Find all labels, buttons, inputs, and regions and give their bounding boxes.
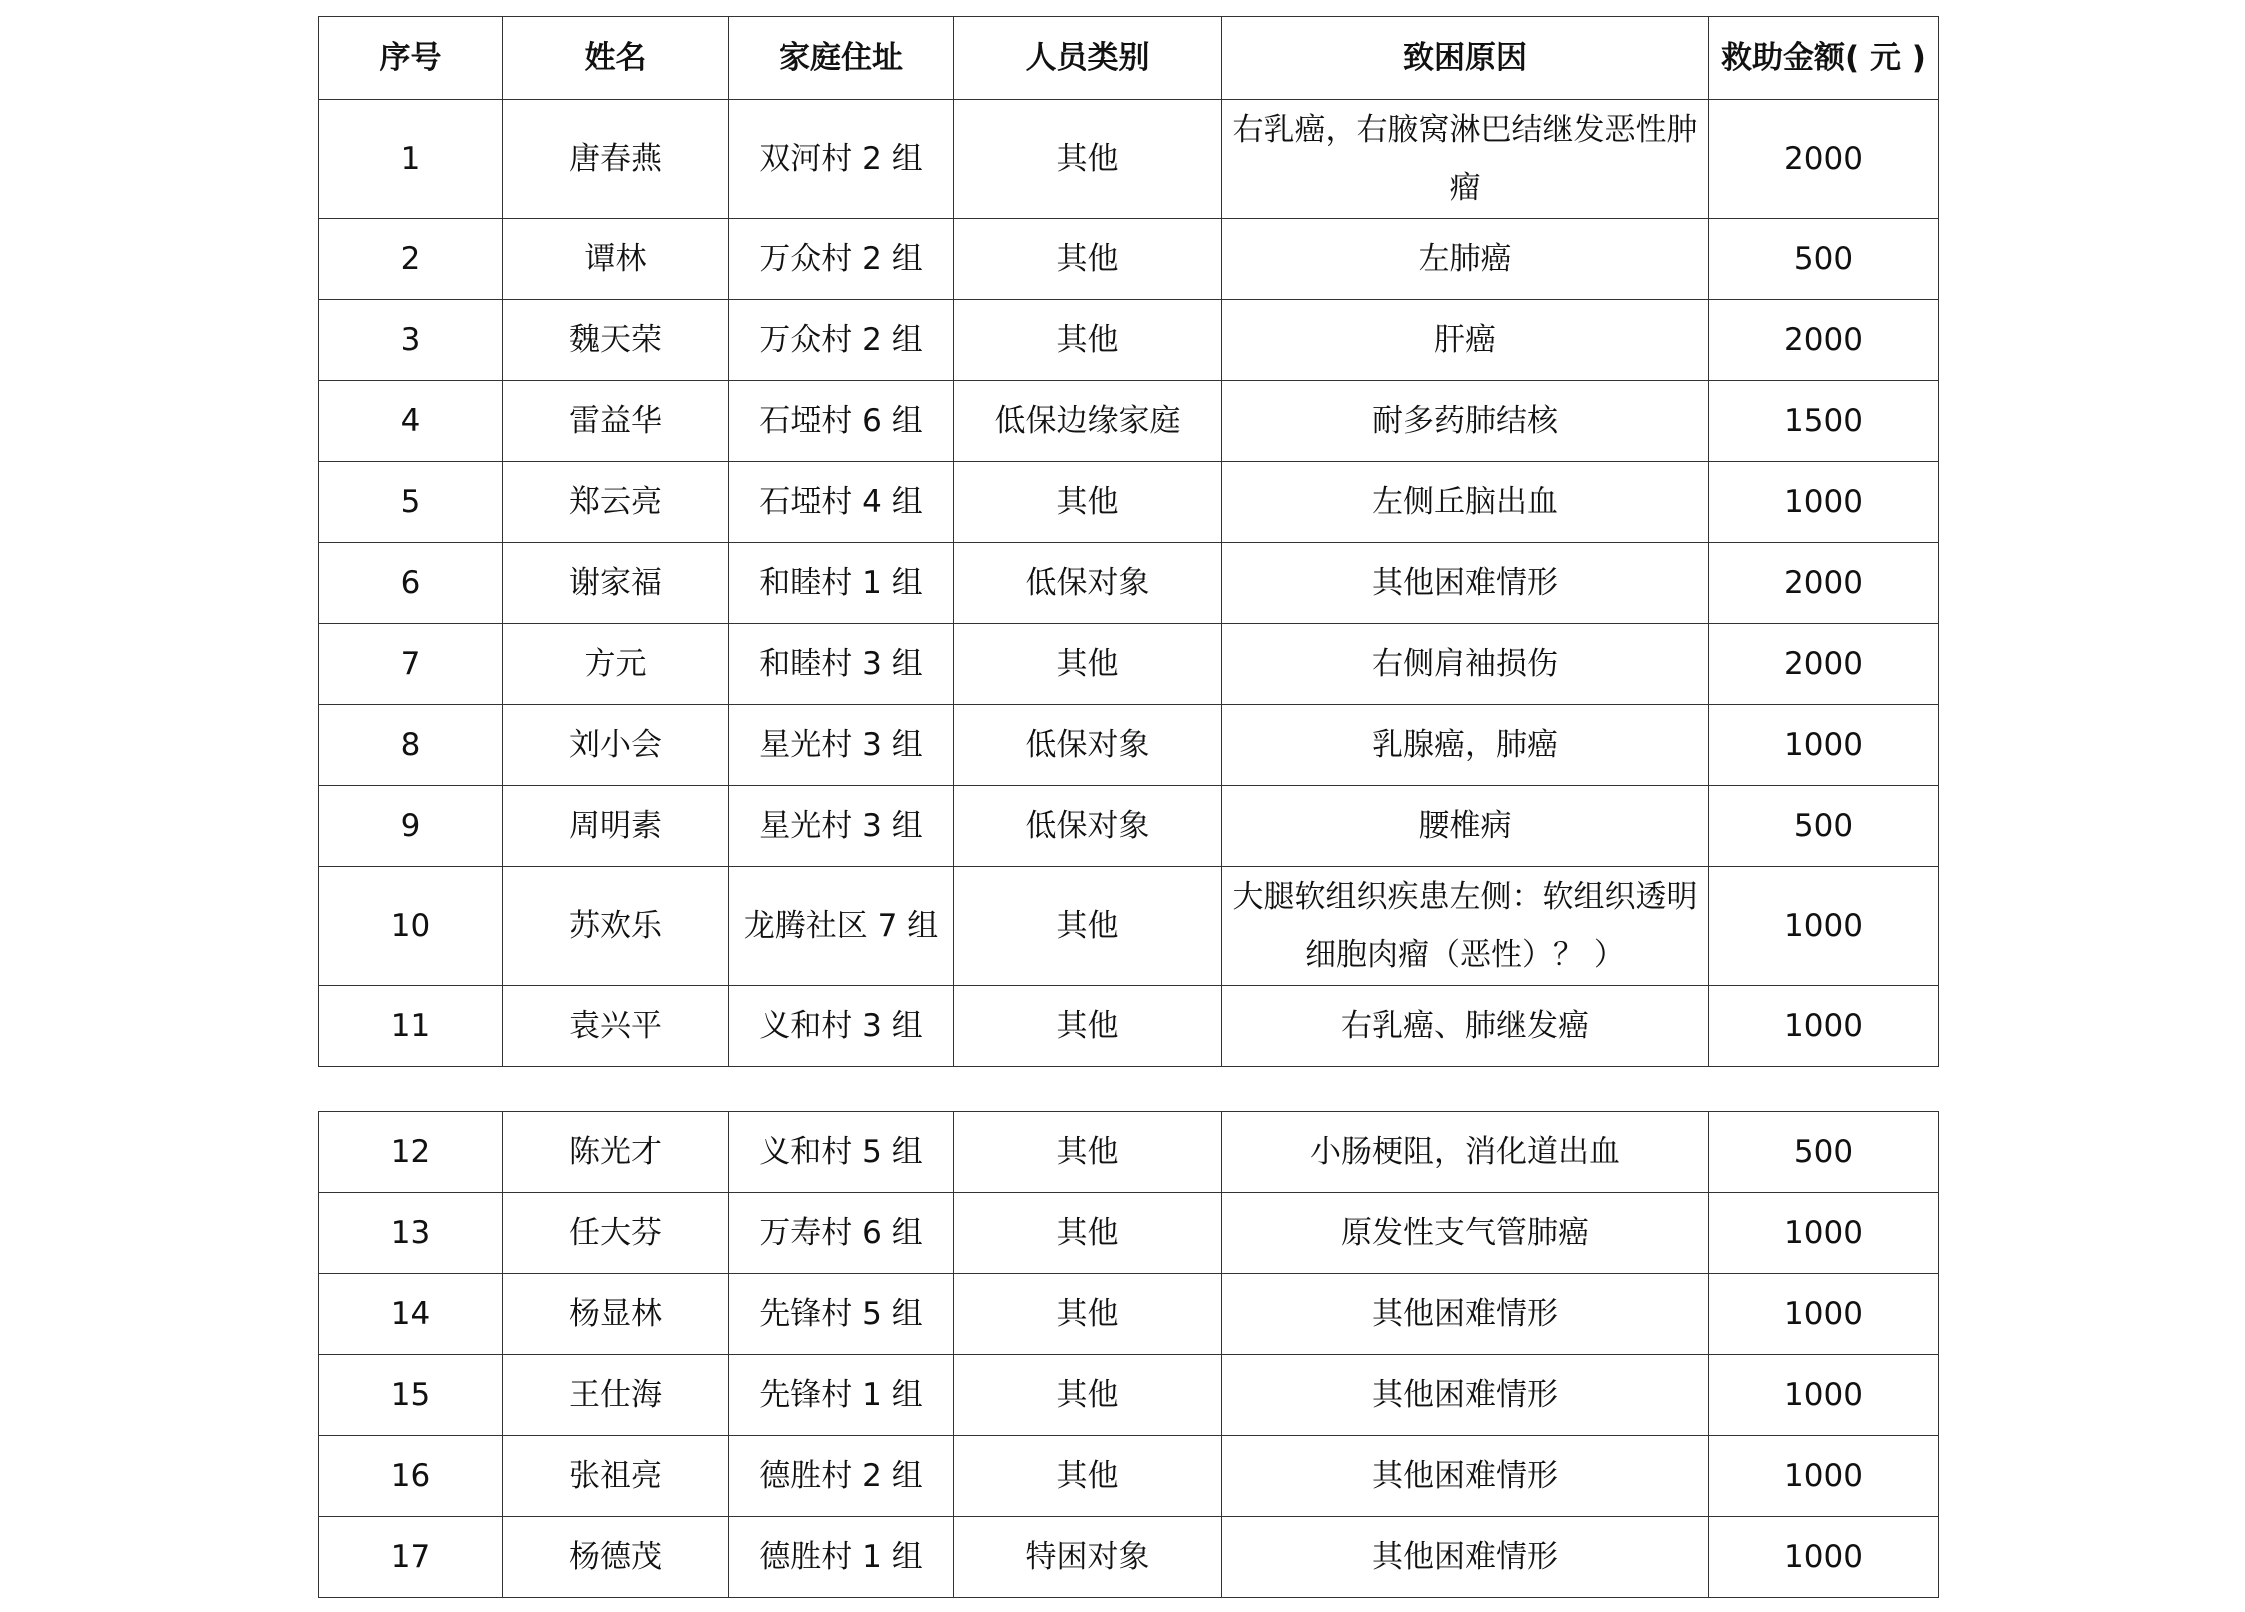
cell-address: 义和村 3 组 bbox=[729, 986, 954, 1067]
cell-cause: 左侧丘脑出血 bbox=[1222, 462, 1709, 543]
cell-category: 其他 bbox=[954, 986, 1222, 1067]
table-row bbox=[319, 1355, 1939, 1436]
cell-address: 星光村 3 组 bbox=[729, 705, 954, 786]
cell-amount: 1500 bbox=[1709, 381, 1939, 462]
table-row bbox=[319, 1193, 1939, 1274]
cell-name: 苏欢乐 bbox=[503, 867, 729, 986]
cell-cause: 其他困难情形 bbox=[1222, 543, 1709, 624]
table-row bbox=[319, 381, 1939, 462]
table-row bbox=[319, 1517, 1939, 1598]
cell-address: 万众村 2 组 bbox=[729, 300, 954, 381]
cell-amount: 500 bbox=[1709, 1112, 1939, 1193]
cell-amount: 1000 bbox=[1709, 1355, 1939, 1436]
cell-category: 低保对象 bbox=[954, 786, 1222, 867]
table-row bbox=[319, 624, 1939, 705]
cell-no: 12 bbox=[319, 1112, 503, 1193]
cell-cause: 小肠梗阻，消化道出血 bbox=[1222, 1112, 1709, 1193]
cell-amount: 500 bbox=[1709, 219, 1939, 300]
cell-cause: 腰椎病 bbox=[1222, 786, 1709, 867]
cell-name: 方元 bbox=[503, 624, 729, 705]
cell-name: 刘小会 bbox=[503, 705, 729, 786]
cell-cause: 其他困难情形 bbox=[1222, 1274, 1709, 1355]
cell-cause: 乳腺癌，肺癌 bbox=[1222, 705, 1709, 786]
cell-category: 低保边缘家庭 bbox=[954, 381, 1222, 462]
cell-no: 2 bbox=[319, 219, 503, 300]
cell-name: 王仕海 bbox=[503, 1355, 729, 1436]
cell-category: 其他 bbox=[954, 1193, 1222, 1274]
cell-name: 张祖亮 bbox=[503, 1436, 729, 1517]
cell-name: 雷益华 bbox=[503, 381, 729, 462]
header-address: 家庭住址 bbox=[729, 17, 954, 100]
cell-cause: 耐多药肺结核 bbox=[1222, 381, 1709, 462]
cell-cause: 左肺癌 bbox=[1222, 219, 1709, 300]
cell-amount: 2000 bbox=[1709, 624, 1939, 705]
cell-no: 10 bbox=[319, 867, 503, 986]
cell-category: 其他 bbox=[954, 1436, 1222, 1517]
cell-amount: 1000 bbox=[1709, 705, 1939, 786]
cell-no: 1 bbox=[319, 100, 503, 219]
cell-no: 17 bbox=[319, 1517, 503, 1598]
cell-no: 7 bbox=[319, 624, 503, 705]
cell-category: 其他 bbox=[954, 1355, 1222, 1436]
cell-category: 其他 bbox=[954, 867, 1222, 986]
cell-no: 8 bbox=[319, 705, 503, 786]
cell-no: 16 bbox=[319, 1436, 503, 1517]
cell-no: 15 bbox=[319, 1355, 503, 1436]
cell-name: 魏天荣 bbox=[503, 300, 729, 381]
cell-amount: 1000 bbox=[1709, 867, 1939, 986]
cell-address: 石埡村 4 组 bbox=[729, 462, 954, 543]
cell-cause: 原发性支气管肺癌 bbox=[1222, 1193, 1709, 1274]
header-no: 序号 bbox=[319, 17, 503, 100]
cell-no: 9 bbox=[319, 786, 503, 867]
cell-amount: 2000 bbox=[1709, 300, 1939, 381]
cell-amount: 1000 bbox=[1709, 1436, 1939, 1517]
header-amount: 救助金额( 元 ) bbox=[1709, 17, 1939, 100]
cell-cause: 右乳癌，右腋窝淋巴结继发恶性肿瘤 bbox=[1222, 100, 1709, 219]
cell-category: 其他 bbox=[954, 100, 1222, 219]
table-row bbox=[319, 462, 1939, 543]
cell-category: 其他 bbox=[954, 1112, 1222, 1193]
table-row bbox=[319, 543, 1939, 624]
cell-address: 义和村 5 组 bbox=[729, 1112, 954, 1193]
cell-cause: 其他困难情形 bbox=[1222, 1436, 1709, 1517]
table-row bbox=[319, 219, 1939, 300]
cell-category: 低保对象 bbox=[954, 543, 1222, 624]
cell-address: 和睦村 3 组 bbox=[729, 624, 954, 705]
cell-address: 德胜村 1 组 bbox=[729, 1517, 954, 1598]
header-category: 人员类别 bbox=[954, 17, 1222, 100]
cell-name: 袁兴平 bbox=[503, 986, 729, 1067]
cell-address: 双河村 2 组 bbox=[729, 100, 954, 219]
cell-category: 其他 bbox=[954, 462, 1222, 543]
cell-no: 11 bbox=[319, 986, 503, 1067]
table-row bbox=[319, 867, 1939, 986]
cell-no: 14 bbox=[319, 1274, 503, 1355]
cell-name: 周明素 bbox=[503, 786, 729, 867]
cell-address: 万众村 2 组 bbox=[729, 219, 954, 300]
table-row bbox=[319, 1436, 1939, 1517]
cell-amount: 1000 bbox=[1709, 462, 1939, 543]
cell-no: 5 bbox=[319, 462, 503, 543]
cell-address: 先锋村 1 组 bbox=[729, 1355, 954, 1436]
cell-category: 其他 bbox=[954, 219, 1222, 300]
cell-no: 6 bbox=[319, 543, 503, 624]
header-name: 姓名 bbox=[503, 17, 729, 100]
relief-table-part-1 bbox=[318, 16, 1939, 1067]
cell-address: 星光村 3 组 bbox=[729, 786, 954, 867]
cell-name: 谢家福 bbox=[503, 543, 729, 624]
cell-name: 任大芬 bbox=[503, 1193, 729, 1274]
cell-address: 龙腾社区 7 组 bbox=[729, 867, 954, 986]
cell-name: 郑云亮 bbox=[503, 462, 729, 543]
cell-no: 3 bbox=[319, 300, 503, 381]
cell-amount: 500 bbox=[1709, 786, 1939, 867]
cell-name: 陈光才 bbox=[503, 1112, 729, 1193]
cell-category: 其他 bbox=[954, 1274, 1222, 1355]
table-row bbox=[319, 786, 1939, 867]
cell-cause: 肝癌 bbox=[1222, 300, 1709, 381]
cell-address: 石埡村 6 组 bbox=[729, 381, 954, 462]
cell-amount: 1000 bbox=[1709, 1193, 1939, 1274]
cell-address: 万寿村 6 组 bbox=[729, 1193, 954, 1274]
table-row bbox=[319, 100, 1939, 219]
cell-no: 4 bbox=[319, 381, 503, 462]
table-row bbox=[319, 1274, 1939, 1355]
cell-category: 其他 bbox=[954, 624, 1222, 705]
cell-cause: 其他困难情形 bbox=[1222, 1355, 1709, 1436]
cell-name: 唐春燕 bbox=[503, 100, 729, 219]
table-row bbox=[319, 986, 1939, 1067]
cell-cause: 右侧肩袖损伤 bbox=[1222, 624, 1709, 705]
cell-cause: 其他困难情形 bbox=[1222, 1517, 1709, 1598]
header-cause: 致困原因 bbox=[1222, 17, 1709, 100]
cell-address: 先锋村 5 组 bbox=[729, 1274, 954, 1355]
cell-name: 谭林 bbox=[503, 219, 729, 300]
cell-cause: 右乳癌、肺继发癌 bbox=[1222, 986, 1709, 1067]
cell-cause: 大腿软组织疾患左侧：软组织透明细胞肉瘤（恶性）？ ） bbox=[1222, 867, 1709, 986]
cell-amount: 1000 bbox=[1709, 986, 1939, 1067]
cell-name: 杨显林 bbox=[503, 1274, 729, 1355]
cell-category: 低保对象 bbox=[954, 705, 1222, 786]
cell-amount: 1000 bbox=[1709, 1274, 1939, 1355]
table-row bbox=[319, 705, 1939, 786]
cell-address: 德胜村 2 组 bbox=[729, 1436, 954, 1517]
relief-table-part-2 bbox=[318, 1111, 1939, 1598]
cell-category: 其他 bbox=[954, 300, 1222, 381]
cell-amount: 1000 bbox=[1709, 1517, 1939, 1598]
cell-name: 杨德茂 bbox=[503, 1517, 729, 1598]
table-row bbox=[319, 300, 1939, 381]
cell-address: 和睦村 1 组 bbox=[729, 543, 954, 624]
table-header-row bbox=[319, 17, 1939, 100]
cell-no: 13 bbox=[319, 1193, 503, 1274]
cell-category: 特困对象 bbox=[954, 1517, 1222, 1598]
cell-amount: 2000 bbox=[1709, 100, 1939, 219]
table-row bbox=[319, 1112, 1939, 1193]
cell-amount: 2000 bbox=[1709, 543, 1939, 624]
